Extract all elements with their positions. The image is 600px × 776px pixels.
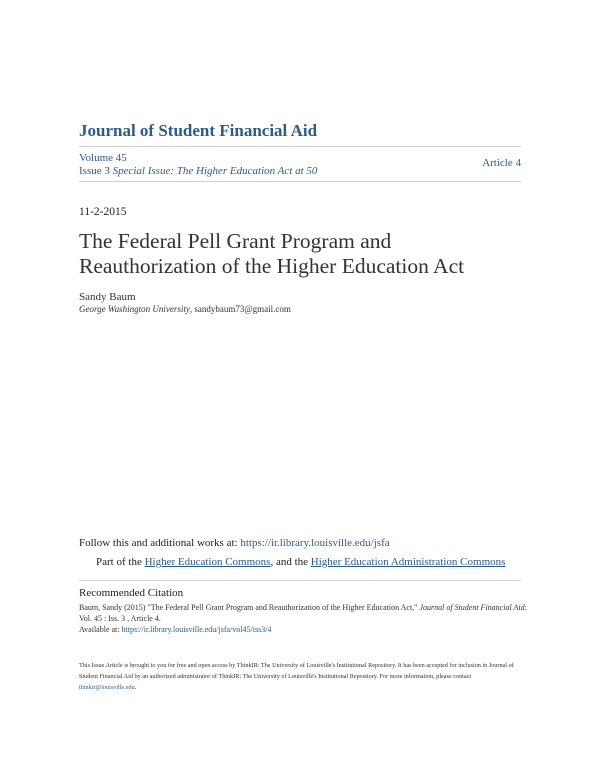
recommended-citation-heading: Recommended Citation xyxy=(79,587,184,599)
part-of-line xyxy=(96,556,505,568)
citation-volume: : Vol. 45 : Iss. 3 , Article 4. xyxy=(79,603,527,623)
author-institution: George Washington University xyxy=(79,304,190,314)
citation-rule xyxy=(79,580,521,581)
article-number[interactable]: Article 4 xyxy=(482,157,521,169)
follow-line xyxy=(79,537,390,549)
part-of-prefix: Part of the xyxy=(96,556,145,568)
contact-email-link[interactable]: thinkir@louisville.edu xyxy=(79,684,135,691)
header-bottom-rule xyxy=(79,181,521,182)
follow-text: Follow this and additional works at: xyxy=(79,537,241,549)
footer-text: This Issue Article is brought to you for free and open access by ThinkIR: The University of Louisville's Institutional Repository. It has been accepted for inclusion in Journal of Student Financial Aid by an authorized administrator of ThinkIR: The University of Louisville's Institutional Repository. For more information, please contact xyxy=(79,662,514,680)
available-at-label: Available at: xyxy=(79,625,122,634)
special-issue: Special Issue: The Higher Education Act at 50 xyxy=(112,165,318,177)
author-affiliation xyxy=(79,304,291,314)
citation-body: Baum, Sandy (2015) "The Federal Pell Grant Program and Reauthorization of the Higher Education Act," xyxy=(79,603,420,612)
journal-title[interactable]: Journal of Student Financial Aid xyxy=(79,121,318,140)
higher-education-administration-commons-link[interactable]: Higher Education Administration Commons xyxy=(310,556,506,568)
volume-link[interactable]: Volume 45 xyxy=(79,152,127,164)
author-name: Sandy Baum xyxy=(79,291,136,303)
publication-date: 11-2-2015 xyxy=(79,206,127,218)
citation-text xyxy=(79,602,529,635)
citation-journal: Journal of Student Financial Aid xyxy=(419,603,525,612)
issue-number: Issue 3 xyxy=(79,165,110,177)
footer-end: . xyxy=(134,684,137,691)
author-email: , sandybaum73@gmail.com xyxy=(189,304,291,314)
available-at-link[interactable]: https://ir.library.louisville.edu/jsfa/vol45/iss3/4 xyxy=(121,625,272,634)
follow-url-link[interactable]: https://ir.library.louisville.edu/jsfa xyxy=(240,537,390,549)
part-of-middle: , and the xyxy=(270,556,311,568)
footer-notice xyxy=(79,660,529,693)
issue-link[interactable] xyxy=(79,165,317,177)
higher-education-commons-link[interactable]: Higher Education Commons xyxy=(144,556,271,568)
article-title: The Federal Pell Grant Program and Reauthorization of the Higher Education Act xyxy=(79,229,465,278)
header-top-rule xyxy=(79,146,521,147)
